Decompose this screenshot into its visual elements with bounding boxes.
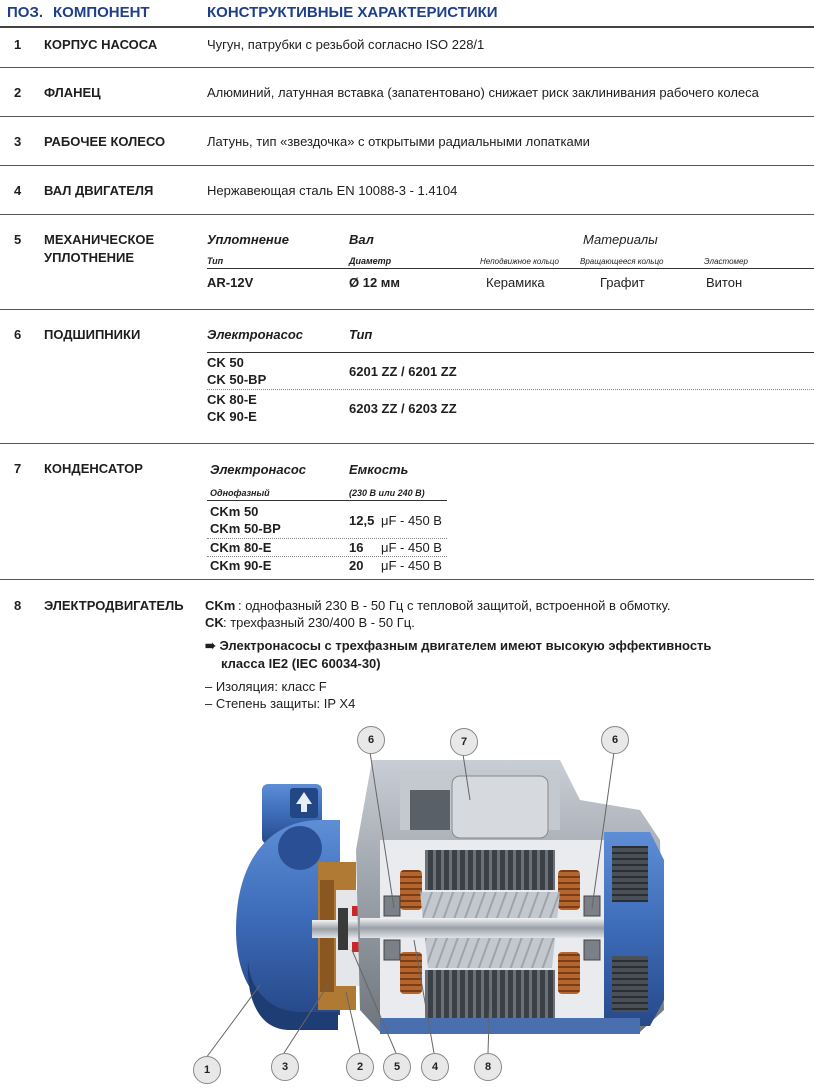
row4-number: 4 bbox=[14, 183, 22, 198]
fixed-ring-sub: Неподвижное кольцо bbox=[480, 257, 559, 266]
capacitor-pump-header: Электронасос bbox=[210, 462, 307, 477]
callout-8: 8 bbox=[474, 1053, 502, 1081]
row-divider bbox=[0, 214, 814, 215]
seal-header: Уплотнение bbox=[207, 232, 289, 247]
capacitor-value: 16 bbox=[349, 540, 364, 555]
materials-header: Материалы bbox=[583, 232, 658, 247]
callout-6-left: 6 bbox=[357, 726, 385, 754]
single-phase-sub: Однофазный bbox=[210, 488, 270, 498]
bearings-type-header: Тип bbox=[349, 327, 373, 342]
efficiency-note-line2: класса IE2 (IEC 60034-30) bbox=[221, 656, 381, 671]
row-divider bbox=[0, 443, 814, 444]
bearings-type-value: 6203 ZZ / 6203 ZZ bbox=[349, 401, 457, 416]
row-divider bbox=[0, 309, 814, 310]
row4-component: ВАЛ ДВИГАТЕЛЯ bbox=[44, 183, 154, 198]
bearings-model: CK 80-E bbox=[207, 392, 257, 407]
pump-housing bbox=[236, 784, 340, 1030]
row6-number: 6 bbox=[14, 327, 22, 342]
row7-number: 7 bbox=[14, 461, 22, 476]
bearings-sub-divider bbox=[207, 352, 814, 353]
capacitor-dotted-divider bbox=[207, 538, 447, 539]
elastomer-value: Витон bbox=[706, 275, 743, 290]
fixed-ring-value: Керамика bbox=[486, 275, 545, 290]
row5-component-line2: УПЛОТНЕНИЕ bbox=[44, 250, 135, 265]
bearings-model: CK 90-E bbox=[207, 409, 257, 424]
capacitor-dotted-divider bbox=[207, 556, 447, 557]
row5-number: 5 bbox=[14, 232, 22, 247]
row4-description: Нержавеющая сталь EN 10088-3 - 1.4104 bbox=[207, 183, 458, 198]
row1-component: КОРПУС НАСОСА bbox=[44, 37, 158, 52]
header-pos: ПОЗ. bbox=[7, 4, 44, 21]
row-divider bbox=[0, 165, 814, 166]
shaft-diameter-value: Ø 12 мм bbox=[349, 275, 401, 290]
callout-7: 7 bbox=[450, 728, 478, 756]
voltage-sub: (230 В или 240 В) bbox=[349, 488, 425, 498]
callout-4: 4 bbox=[421, 1053, 449, 1081]
row-divider bbox=[0, 67, 814, 68]
rotating-ring-sub: Вращающееся кольцо bbox=[580, 257, 664, 266]
row7-component: КОНДЕНСАТОР bbox=[44, 461, 143, 476]
seal-type-sub: Тип bbox=[207, 256, 224, 266]
row8-number: 8 bbox=[14, 598, 22, 613]
capacitor-unit: μF - 450 В bbox=[381, 513, 442, 528]
callout-5: 5 bbox=[383, 1053, 411, 1081]
row2-number: 2 bbox=[14, 85, 22, 100]
leader-lines bbox=[206, 752, 614, 1058]
bearings-type-value: 6201 ZZ / 6201 ZZ bbox=[349, 364, 457, 379]
row6-component: ПОДШИПНИКИ bbox=[44, 327, 141, 342]
capacitor-value: 20 bbox=[349, 558, 364, 573]
callout-1: 1 bbox=[193, 1056, 221, 1084]
elastomer-sub: Эластомер bbox=[704, 257, 748, 266]
row-divider bbox=[0, 579, 814, 580]
capacitor-model: CKm 50 bbox=[210, 504, 259, 519]
protection-text: – Степень защиты: IP X4 bbox=[205, 696, 356, 711]
capacitor-model: CKm 50-BP bbox=[210, 521, 281, 536]
callout-2: 2 bbox=[346, 1053, 374, 1081]
capacitor-sub-divider bbox=[207, 500, 447, 501]
capacitor-unit: μF - 450 В bbox=[381, 558, 442, 573]
header-component: КОМПОНЕНТ bbox=[53, 4, 150, 21]
ckm-text: : однофазный 230 В - 50 Гц с тепловой защитой, встроенной в обмотку. bbox=[238, 598, 671, 613]
bearings-model: CK 50-BP bbox=[207, 372, 267, 387]
ckm-label: CKm bbox=[205, 598, 236, 613]
row5-component-line1: МЕХАНИЧЕСКОЕ bbox=[44, 232, 155, 247]
seal-type-value: AR-12V bbox=[207, 275, 254, 290]
capacitor-capacity-header: Емкость bbox=[349, 462, 409, 477]
row8-component: ЭЛЕКТРОДВИГАТЕЛЬ bbox=[44, 598, 184, 613]
capacitor-value: 12,5 bbox=[349, 513, 375, 528]
ck-label: CK bbox=[205, 615, 224, 630]
seal-sub-divider bbox=[207, 268, 814, 269]
flange-section bbox=[312, 862, 386, 1010]
row3-component: РАБОЧЕЕ КОЛЕСО bbox=[44, 134, 166, 149]
header-divider bbox=[0, 26, 814, 28]
row1-description: Чугун, патрубки с резьбой согласно ISO 228/1 bbox=[207, 37, 485, 52]
capacitor-model: CKm 80-E bbox=[210, 540, 272, 555]
shaft-diameter-sub: Диаметр bbox=[349, 256, 392, 266]
callout-3: 3 bbox=[271, 1053, 299, 1081]
ck-text: : трехфазный 230/400 В - 50 Гц. bbox=[223, 615, 415, 630]
shaft-header: Вал bbox=[349, 232, 374, 247]
capacitor-model: CKm 90-E bbox=[210, 558, 272, 573]
efficiency-note-line1: ➠ Электронасосы с трехфазным двигателем имеют высокую эффективность bbox=[205, 638, 712, 653]
motor-body bbox=[356, 760, 664, 1034]
row2-description: Алюминий, латунная вставка (запатентовано) снижает риск заклинивания рабочего колеса bbox=[207, 85, 759, 100]
bearings-pump-header: Электронасос bbox=[207, 327, 304, 342]
header-characteristics: КОНСТРУКТИВНЫЕ ХАРАКТЕРИСТИКИ bbox=[207, 4, 498, 21]
row2-component: ФЛАНЕЦ bbox=[44, 85, 101, 100]
bearings-model: CK 50 bbox=[207, 355, 244, 370]
callout-6-right: 6 bbox=[601, 726, 629, 754]
row3-number: 3 bbox=[14, 134, 22, 149]
bearings-dotted-divider bbox=[207, 389, 814, 390]
rotating-ring-value: Графит bbox=[600, 275, 645, 290]
row3-description: Латунь, тип «звездочка» с открытыми радиальными лопатками bbox=[207, 134, 590, 149]
insulation-text: – Изоляция: класс F bbox=[205, 679, 327, 694]
row1-number: 1 bbox=[14, 37, 22, 52]
capacitor-unit: μF - 450 В bbox=[381, 540, 442, 555]
row-divider bbox=[0, 116, 814, 117]
